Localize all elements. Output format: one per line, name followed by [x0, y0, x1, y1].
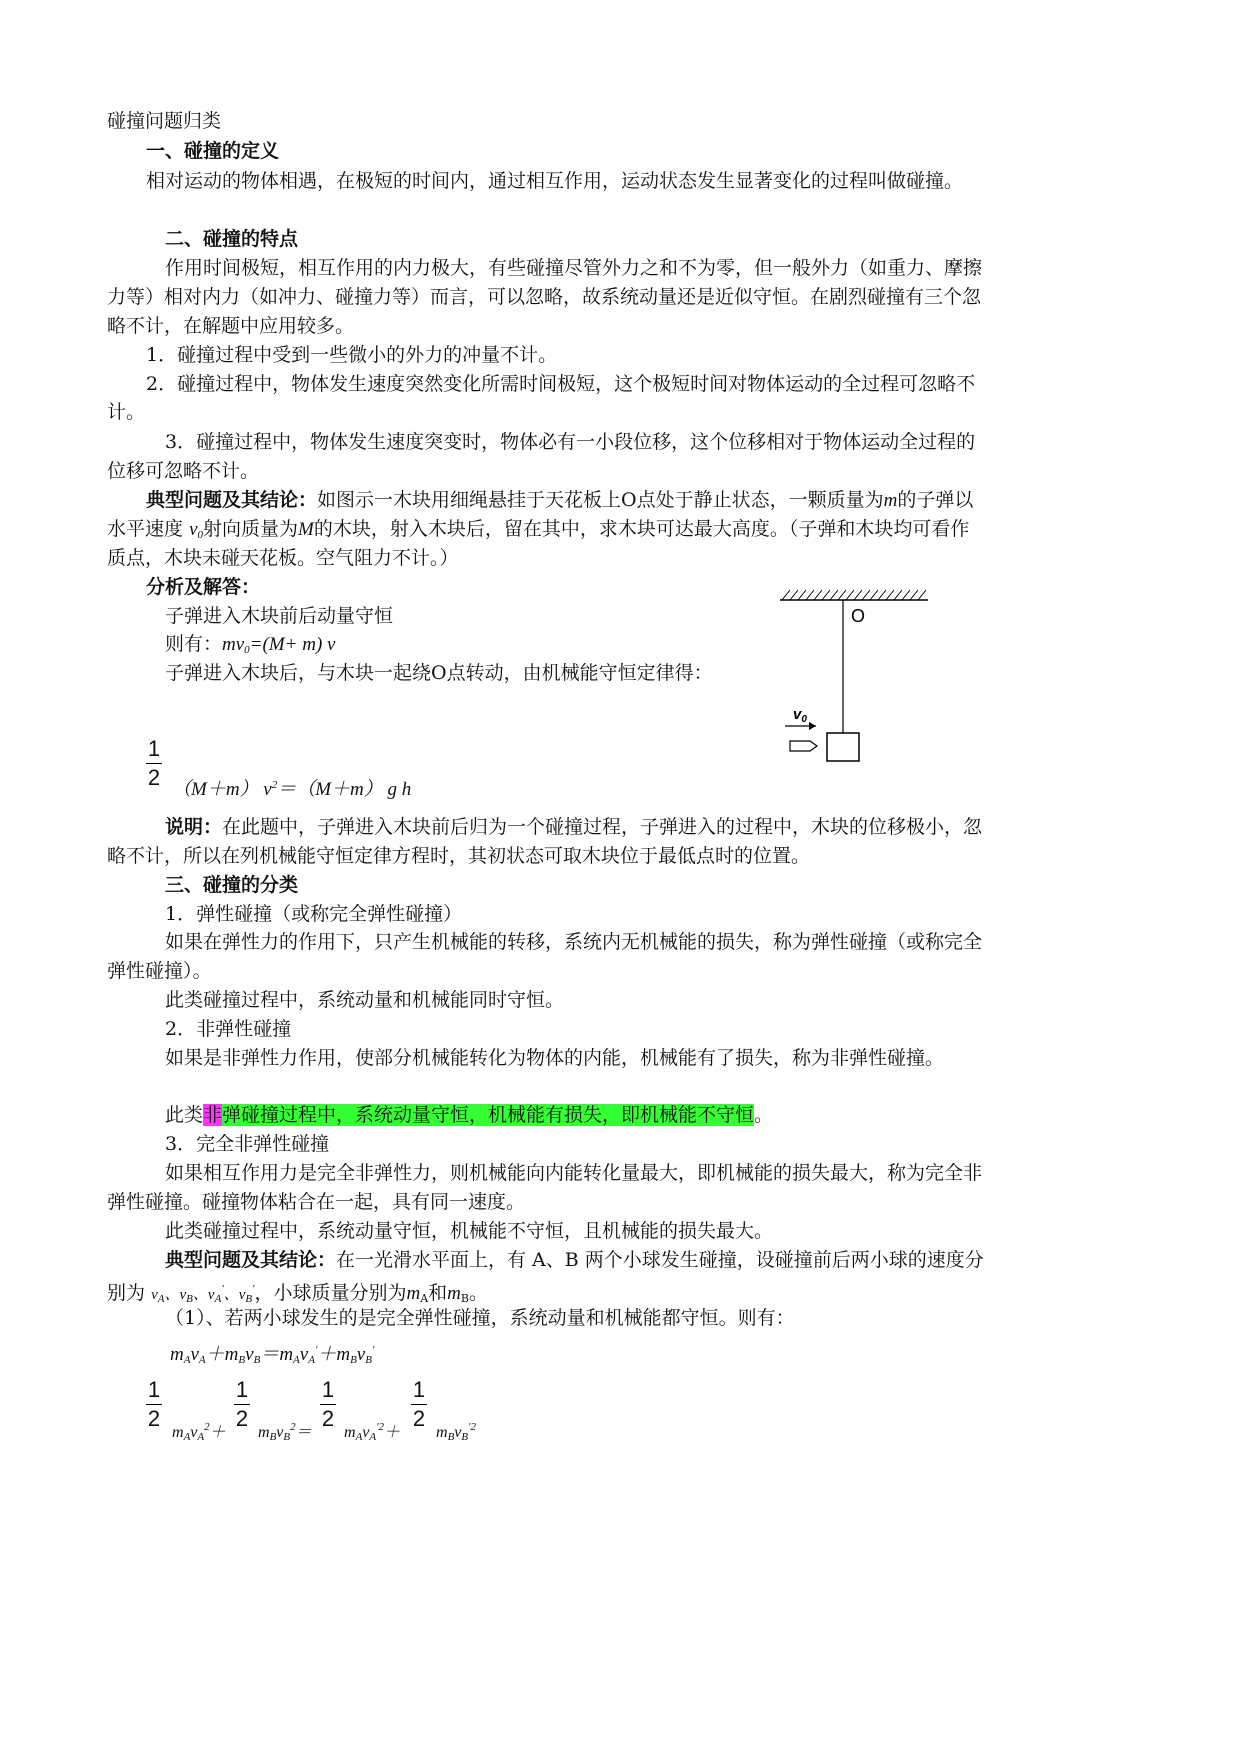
highlight-green: 弹碰撞过程中，系统动量守恒，机械能有损失，即机械能不守恒: [222, 1104, 755, 1126]
example1-text-a: 如图示一木块用细绳悬挂于天花板上O点处于静止状态，一颗质量为: [317, 489, 884, 511]
energy-term-4: $m_Bv_B^{'2}$: [436, 1421, 476, 1443]
section3-3-title: 3．完全非弹性碰撞: [165, 1133, 330, 1155]
section3-3-line2: 弹性碰撞。碰撞物体粘合在一起，具有同一速度。: [107, 1191, 526, 1213]
section2-item1: 1．碰撞过程中受到一些微小的外力的冲量不计。: [146, 344, 558, 366]
section3-heading: 三、碰撞的分类: [165, 874, 299, 896]
velocity-arrow-head: [809, 722, 816, 730]
analysis-line2: [165, 631, 335, 663]
section3-1-line2: 弹性碰撞）。: [107, 960, 212, 982]
note-label: 说明：: [165, 816, 223, 838]
momentum-equation: $mv_0=(M+ m)$ v: [222, 634, 336, 656]
section3-2-title: 2．非弹性碰撞: [165, 1018, 292, 1040]
section3-1-line1: 如果在弹性力的作用下，只产生机械能的转移，系统内无机械能的损失，称为弹性碰撞（或称完全: [165, 931, 983, 953]
note-line2: 略不计，所以在列机械能守恒定律方程时，其初状态可取木块位于最低点时的位置。: [107, 845, 811, 867]
section3-3-line3: 此类碰撞过程中，系统动量守恒，机械能不守恒，且机械能的损失最大。: [165, 1220, 774, 1242]
energy-fraction-2: 1 2: [235, 1377, 249, 1431]
energy-equation-fraction: 1 2: [147, 736, 161, 790]
analysis-label: 分析及解答：: [146, 576, 261, 598]
example2-line2: 别为 $v_A$、$v_B$、$v_A'$、$v_B'$，小球质量分别为$m_A$和$m_B$。: [107, 1282, 489, 1305]
section3-3-line1: 如果相互作用力是完全非弹性力，则机械能向内能转化量最大，即机械能的损失最大，称为完全非: [165, 1162, 983, 1184]
section2-item3-line2: 位移可忽略不计。: [107, 460, 260, 482]
section3-2-line1: 如果是非弹性力作用，使部分机械能转化为物体的内能，机械能有了损失，称为非弹性碰撞。: [165, 1047, 945, 1069]
section1-text: 相对运动的物体相遇，在极短的时间内，通过相互作用，运动状态发生显著变化的过程叫做碰撞。: [146, 170, 964, 192]
momentum-conservation-equation: $m_Av_A+m_Bv_B=m_Av_A'+m_Bv_B'$: [170, 1344, 375, 1366]
bullet-shape: [790, 741, 817, 751]
energy-term-2: $m_Bv_B^2=$: [258, 1421, 312, 1443]
ceiling-hatch: [782, 590, 926, 600]
example1-label: 典型问题及其结论：: [146, 489, 318, 511]
doc-title: 碰撞问题归类: [107, 110, 222, 132]
section2-item2-line2: 计。: [107, 401, 146, 423]
energy-fraction-3: 1 2: [321, 1377, 335, 1431]
section2-para-line3: 略不计，在解题中应用较多。: [107, 315, 355, 337]
pendulum-diagram: [780, 580, 940, 770]
section2-heading: 二、碰撞的特点: [165, 228, 299, 250]
section1-heading: 一、碰撞的定义: [146, 140, 280, 162]
energy-term-3: $m_Av_A^{'2}+$: [344, 1421, 401, 1443]
example1-line1: [146, 487, 973, 514]
section3-2-line2: 此类非弹碰撞过程中，系统动量守恒，机械能有损失，即机械能不守恒。: [165, 1104, 774, 1126]
example2-line1: 典型问题及其结论：在一光滑水平面上，有 A、B 两个小球发生碰撞，设碰撞前后两小球的速度分: [165, 1249, 984, 1271]
example1-text-d: 射向质量为: [203, 518, 299, 540]
energy-equation: （M＋m） $v^2=(M+m)$ g h: [172, 779, 412, 800]
analysis-line3: 子弹进入木块后，与木块一起绕O点转动，由机械能守恒定律得：: [165, 662, 713, 684]
example1-text-c: 水平速度: [107, 518, 184, 540]
v0-label: $v_0$: [793, 706, 807, 725]
section2-para-line1: 作用时间极短，相互作用的内力极大，有些碰撞尽管外力之和不为零，但一般外力（如重力、摩擦: [165, 257, 983, 279]
example1-line3: 质点，木块未碰天花板。空气阻力不计。）: [107, 547, 459, 569]
analysis-then-label: 则有：: [165, 633, 223, 655]
example1-line2: [107, 516, 969, 548]
energy-term-1: $m_Av_A^2+$: [172, 1421, 226, 1443]
example1-var-m: m: [883, 490, 898, 511]
analysis-line1: 子弹进入木块前后动量守恒: [165, 605, 394, 627]
note-line1: 说明：在此题中，子弹进入木块前后归为一个碰撞过程，子弹进入的过程中，木块的位移极小，忽: [165, 816, 983, 838]
point-o-label: O: [851, 606, 866, 626]
energy-fraction-1: 1 2: [147, 1377, 161, 1431]
section2-item3-line1: 3．碰撞过程中，物体发生速度突变时，物体必有一小段位移，这个位移相对于物体运动全过程的: [165, 431, 976, 453]
section2-para-line2: 力等）相对内力（如冲力、碰撞力等）而言，可以忽略，故系统动量还是近似守恒。在剧烈碰撞有三个忽: [107, 286, 982, 308]
wood-block: [827, 733, 859, 761]
section3-1-line3: 此类碰撞过程中，系统动量和机械能同时守恒。: [165, 989, 565, 1011]
example2-label: 典型问题及其结论：: [165, 1249, 337, 1271]
velocity-vars: $v_A$、$v_B$、$v_A'$、$v_B'$: [151, 1283, 255, 1305]
highlight-magenta: 非: [203, 1104, 223, 1126]
section2-item2-line1: 2．碰撞过程中，物体发生速度突然变化所需时间极短，这个极短时间对物体运动的全过程可忽略不: [146, 373, 976, 395]
example2-case1: （1）、若两小球发生的是完全弹性碰撞，系统动量和机械能都守恒。则有：: [165, 1307, 795, 1329]
example1-text-e: 的木块，射入木块后，留在其中，求木块可达最大高度。（子弹和木块均可看作: [313, 518, 970, 540]
section3-1-title: 1．弹性碰撞（或称完全弹性碰撞）: [165, 903, 463, 925]
example1-var-M: M: [298, 519, 314, 540]
example1-var-v0: $v_0$: [189, 519, 203, 541]
example1-text-b: 的子弹以: [897, 489, 974, 511]
energy-fraction-4: 1 2: [412, 1377, 426, 1431]
